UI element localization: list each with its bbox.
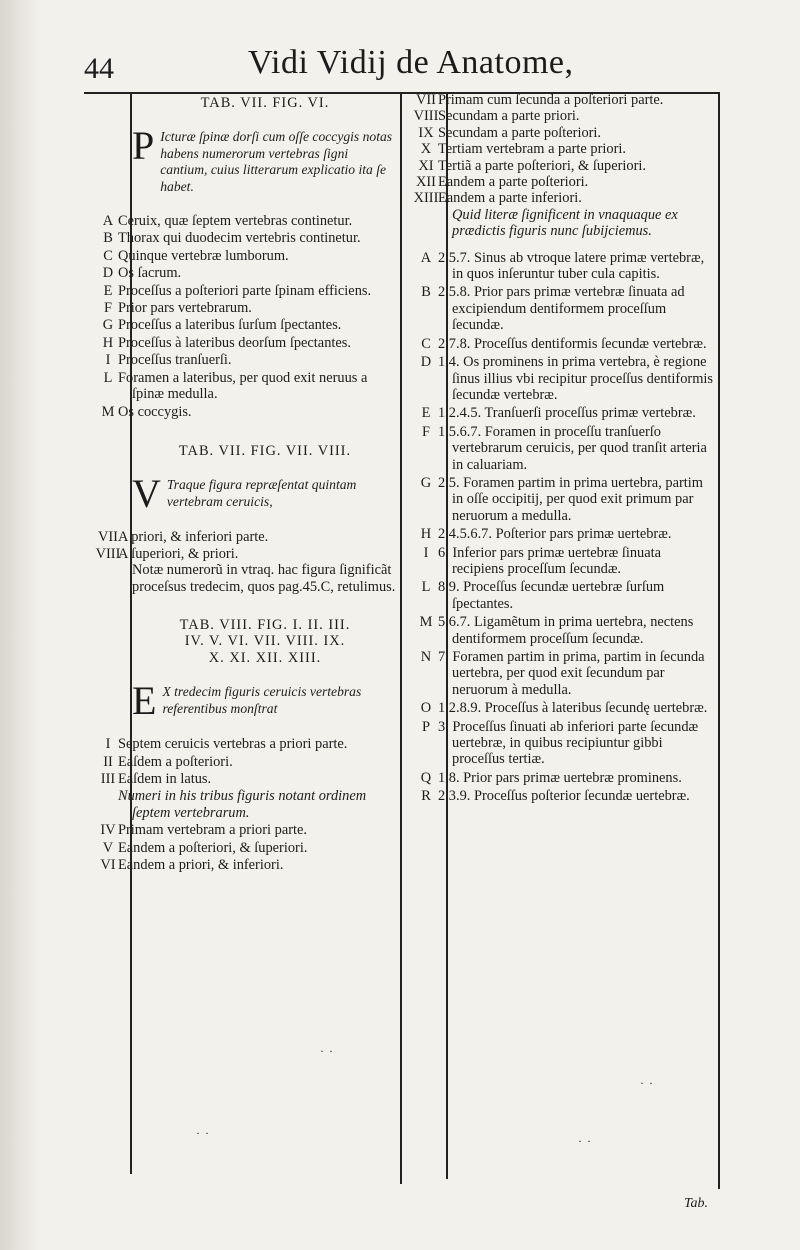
legend-entry	[88, 840, 398, 856]
entry-text: 6. Inferior pars primæ uertebræ ſinuata recipiens proceſſum ſecundæ.	[438, 544, 661, 577]
entry-marker: C	[421, 335, 431, 352]
legend-entry	[404, 250, 716, 283]
legend-entry	[404, 174, 716, 190]
legend-entry	[88, 788, 398, 821]
printer-dots: · ·	[640, 1076, 654, 1090]
legend-entry	[88, 265, 398, 281]
entry-marker: L	[421, 579, 431, 596]
entry-marker: M	[419, 614, 433, 631]
entry-marker: L	[103, 369, 113, 386]
entry-text: Foramen a lateribus, per quod exit neruus a ſpinæ medulla.	[118, 369, 368, 403]
entry-marker: IX	[418, 124, 434, 141]
entry-text: Primam cum ſecunda a poſteriori parte.	[438, 92, 664, 108]
legend-entry	[88, 352, 398, 368]
entry-text: Eaſdem in latus.	[118, 770, 212, 787]
legend-list-2	[88, 529, 398, 562]
entry-text: 5.6.7. Ligamẽtum in prima uertebra, nectens dentiformem proceſſum ſecundæ.	[438, 614, 694, 647]
entry-text: Quinque vertebræ lumborum.	[118, 247, 289, 264]
legend-entry	[404, 354, 716, 403]
entry-marker: VI	[100, 857, 116, 873]
entry-marker: F	[421, 423, 430, 440]
entry-text: Tertiam vertebram a parte priori.	[438, 141, 626, 158]
left-column	[88, 95, 398, 874]
entry-text: Eaſdem a poſteriori.	[118, 753, 233, 770]
entry-marker: X	[420, 141, 432, 158]
legend-entry	[404, 125, 716, 141]
entry-marker: H	[420, 526, 432, 543]
intro-paragraph-1	[88, 123, 398, 195]
entry-text: Eandem a priori, & inferiori.	[118, 857, 284, 873]
entry-text: A ſuperiori, & priori.	[118, 545, 239, 562]
entry-marker: V	[102, 839, 114, 856]
entry-marker: M	[101, 403, 115, 420]
entry-text: 8.9. Proceſſus ſecundæ uertebræ ſurſum ſpectantes.	[438, 579, 665, 612]
caption-tab-vii-fig-vii-viii: TAB. VII. FIG. VII. VIII.	[178, 442, 352, 459]
entry-marker: I	[105, 352, 111, 369]
letter-legend-list	[404, 250, 716, 805]
entry-text: Primam vertebram a priori parte.	[118, 822, 308, 839]
legend-entry	[88, 317, 398, 333]
legend-entry	[404, 614, 716, 647]
entry-marker: VIII	[95, 545, 121, 562]
entry-marker: XIII	[413, 190, 439, 207]
legend-entry	[88, 370, 398, 403]
intro-text: Icturæ ſpinæ dorſi cum oſſe coccygis notas habens numerorum vertebras ſigni cantium, cuius litterarum explicatio ita ſe habet.	[160, 129, 393, 194]
letters-note: Quid literæ ſignificent in vnaquaque ex prædictis figuris nunc ſubijciemus.	[452, 206, 678, 240]
entry-marker: IV	[100, 822, 116, 839]
legend-entry	[88, 771, 398, 787]
entry-marker: VIII	[413, 108, 439, 125]
entry-marker: D	[420, 354, 432, 371]
entry-marker: R	[421, 788, 431, 805]
entry-marker: XI	[418, 157, 434, 174]
legend-entry	[88, 335, 398, 351]
legend-entry	[404, 141, 716, 157]
right-column	[404, 92, 716, 807]
legend-entry	[88, 736, 398, 752]
legend-entry	[88, 857, 398, 873]
entry-marker: VII	[416, 92, 436, 108]
entry-text: Eandem a parte inferiori.	[438, 190, 582, 207]
entry-marker: III	[100, 770, 116, 787]
entry-text: 7. Foramen partim in prima, partim in ſecunda uertebra, per quod exit ſecundum par neruorum à medulla.	[438, 649, 705, 698]
entry-text: 1.2.4.5. Tranſuerſi proceſſus primæ vertebræ.	[438, 405, 696, 422]
entry-text: Proceſſus a lateribus ſurſum ſpectantes.	[118, 317, 342, 334]
entry-text: A priori, & inferiori parte.	[118, 529, 269, 546]
legend-entry	[404, 579, 716, 612]
intro-paragraph-3	[88, 678, 398, 724]
legend-entry	[88, 283, 398, 299]
entry-marker: I	[105, 736, 111, 753]
legend-entry	[88, 213, 398, 229]
entry-text: 2.3.9. Proceſſus poſterior ſecundæ uertebræ.	[438, 788, 690, 805]
running-title: Vidi Vidij de Anatome,	[248, 44, 574, 81]
entry-text: Ceruix, quæ ſeptem vertebras continetur.	[118, 213, 353, 230]
entry-text: 1.4. Os prominens in prima vertebra, è regione ſinus illius vbi recipitur proceſſus dentiformis ſecundæ vertebræ.	[438, 354, 713, 403]
drop-cap: E	[132, 678, 157, 724]
legend-entry	[404, 649, 716, 698]
entry-text: Secundam a parte poſteriori.	[438, 124, 602, 141]
entry-marker: F	[103, 300, 112, 317]
legend-entry	[404, 770, 716, 786]
legend-entry	[88, 404, 398, 420]
legend-entry	[404, 424, 716, 473]
legend-entry	[88, 754, 398, 770]
entry-marker: II	[103, 753, 113, 770]
entry-text: 3. Proceſſus ſinuati ab inferiori parte ſecundæ uertebræ, in quibus recipiuntur gibbi proceſſus tertiæ.	[438, 718, 699, 768]
entry-marker: A	[102, 213, 114, 230]
entry-marker: VII	[98, 529, 118, 546]
drop-cap: P	[132, 123, 155, 169]
entry-marker: XII	[416, 174, 436, 191]
entry-text: Septem ceruicis vertebras a priori parte.	[118, 736, 348, 753]
legend-entry	[404, 719, 716, 768]
legend-entry	[88, 822, 398, 838]
intro-text: Traque figura repræſentat quintam vertebram ceruicis,	[166, 477, 357, 509]
legend-entry	[404, 526, 716, 542]
caption-tab-vii-fig-vi: TAB. VII. FIG. VI.	[200, 95, 330, 111]
legend-entry	[88, 248, 398, 264]
legend-list-3	[88, 736, 398, 873]
legend-entry	[404, 336, 716, 352]
page-number: 44	[84, 52, 114, 85]
entry-text: Thorax qui duodecim vertebris continetur.	[118, 230, 361, 247]
center-rule	[400, 94, 402, 1184]
catchword: Tab.	[683, 1196, 708, 1211]
entry-text: Os ſacrum.	[118, 265, 182, 282]
entry-marker: G	[102, 317, 114, 334]
numbers-note: Notæ numerorũ in vtraq. hac figura ſignificãt proceſsus tredecim, quos pag.45.C, retulimus.	[132, 562, 396, 595]
legend-entry	[88, 230, 398, 246]
entry-text: Eandem a parte poſteriori.	[438, 174, 589, 191]
entry-text: Prior pars vertebrarum.	[118, 300, 252, 317]
outer-right-rule	[718, 94, 720, 1189]
entry-marker: D	[102, 265, 114, 282]
legend-list-1	[88, 213, 398, 420]
entry-marker: B	[421, 284, 431, 301]
legend-entry	[404, 788, 716, 804]
legend-entry	[88, 300, 398, 316]
legend-entry	[88, 546, 398, 562]
entry-text: 1.2.8.9. Proceſſus à lateribus ſecundę uertebræ.	[438, 700, 708, 717]
entry-text: 2.4.5.6.7. Poſterior pars primæ uertebræ.	[438, 526, 672, 543]
entry-text: 1.5.6.7. Foramen in proceſſu tranſuerſo vertebrarum ceruicis, per quod tranſit arteria in caluariam.	[438, 423, 707, 473]
entry-text: 2.7.8. Proceſſus dentiformis ſecundæ vertebræ.	[438, 335, 707, 352]
figure-list	[404, 92, 716, 207]
entry-marker: B	[103, 230, 113, 247]
page-edge-shadow	[0, 0, 40, 1250]
entry-text: Numeri in his tribus figuris notant ordinem ſeptem vertebrarum.	[118, 788, 367, 821]
legend-entry	[404, 158, 716, 174]
caption-tab-viii-line-2: IV. V. VI. VII. VIII. IX.	[184, 633, 346, 650]
legend-entry	[88, 529, 398, 545]
entry-text: Proceſſus a poſteriori parte ſpinam efficiens.	[118, 282, 372, 299]
entry-marker: I	[423, 544, 429, 561]
entry-text: Proceſſus tranſuerſi.	[118, 352, 232, 369]
intro-paragraph-2	[88, 471, 398, 517]
legend-entry	[404, 545, 716, 578]
entry-marker: E	[103, 282, 113, 299]
note-row	[88, 562, 398, 595]
entry-marker: P	[421, 718, 430, 735]
entry-text: Eandem a poſteriori, & ſuperiori.	[118, 839, 308, 856]
entry-text: 1.8. Prior pars primæ uertebræ prominens.	[438, 769, 682, 786]
printer-dots: · ·	[578, 1134, 592, 1148]
entry-marker: A	[420, 249, 432, 266]
entry-text: Os coccygis.	[118, 403, 192, 420]
entry-marker: O	[420, 700, 432, 717]
legend-entry	[404, 92, 716, 108]
legend-entry	[404, 405, 716, 421]
intro-text: X tredecim figuris ceruicis vertebras referentibus monſtrat	[162, 684, 362, 716]
caption-tab-viii-line-3: X. XI. XII. XIII.	[208, 649, 322, 666]
legend-entry	[404, 190, 716, 206]
entry-text: 2.5.8. Prior pars primæ vertebræ ſinuata ad excipiendum dentiformem proceſſum ſecundæ.	[438, 284, 685, 334]
printer-dots: · ·	[320, 1044, 334, 1058]
entry-text: 2.5. Foramen partim in prima uertebra, partim in oſſe occipitij, per quod exit primum par neruorum a medulla.	[438, 474, 703, 524]
entry-text: Secundam a parte priori.	[438, 108, 580, 125]
italic-note-row	[404, 207, 716, 240]
entry-text: Tertiã a parte poſteriori, & ſuperiori.	[438, 157, 646, 174]
legend-entry	[404, 108, 716, 124]
drop-cap: V	[132, 471, 161, 517]
caption-tab-viii-line-1: TAB. VIII. FIG. I. II. III.	[179, 616, 351, 633]
entry-text: 2.5.7. Sinus ab vtroque latere primæ vertebræ, in quos inſeruntur tuber cula capitis.	[438, 249, 705, 283]
entry-marker: H	[102, 334, 114, 351]
legend-entry	[404, 284, 716, 333]
entry-marker: E	[421, 405, 431, 422]
legend-entry	[404, 475, 716, 524]
entry-marker: G	[420, 474, 432, 491]
entry-marker: Q	[420, 769, 432, 786]
entry-text: Proceſſus à lateribus deorſum ſpectantes.	[118, 334, 351, 351]
entry-marker: C	[103, 247, 113, 264]
legend-entry	[404, 700, 716, 716]
printer-dots: · ·	[196, 1126, 210, 1140]
entry-marker: N	[420, 649, 432, 665]
